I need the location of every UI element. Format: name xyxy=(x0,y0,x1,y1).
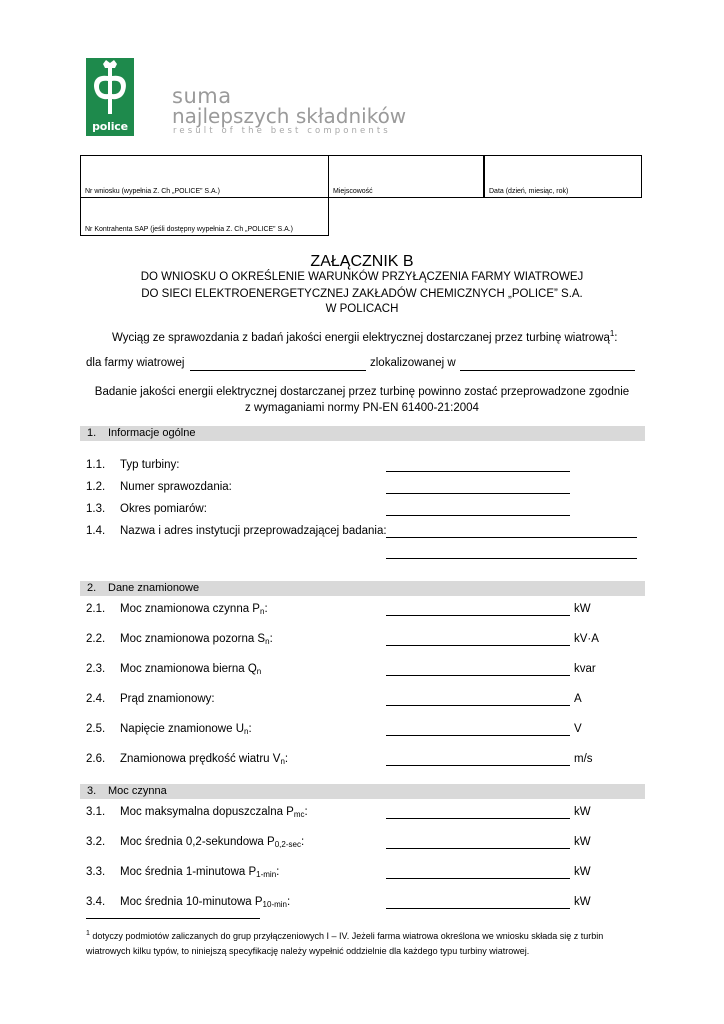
row-label-colon: : xyxy=(264,603,268,615)
row-label-subscript: 10-min xyxy=(262,900,287,909)
section-2-number: 2. xyxy=(87,582,97,594)
row-label-colon: : xyxy=(284,753,289,765)
row-label xyxy=(120,603,268,616)
value-input[interactable] xyxy=(386,645,570,646)
date-field[interactable] xyxy=(484,155,642,198)
unit-label: V xyxy=(574,723,582,735)
row-label xyxy=(120,806,308,819)
row-number: 1.2. xyxy=(86,481,106,493)
annex-subtitle-3: W POLICACH xyxy=(325,303,399,315)
contractor-number-field[interactable] xyxy=(80,197,329,236)
row-number: 1.3. xyxy=(86,503,106,515)
contractor-number-label: Nr Kontrahenta SAP (jeśli dostępny wypełnia Z. Ch „POLICE” S.A.) xyxy=(85,226,294,233)
row-label-text: Moc średnia 1-minutowa P xyxy=(120,866,257,878)
value-input[interactable] xyxy=(386,878,570,879)
row-label-subscript: n xyxy=(259,607,265,616)
row-label-text: Moc średnia 0,2-sekundowa P xyxy=(120,836,275,848)
annex-subtitle-2: DO SIECI ELEKTROENERGETYCZNEJ ZAKŁADÓW CHEMICZNYCH „POLICE” S.A. xyxy=(141,288,583,300)
section-3-number: 3. xyxy=(87,785,97,797)
row-label-subscript: n xyxy=(244,727,249,736)
requirement-line-1: Badanie jakości energii elektrycznej dostarczanej przez turbinę powinno zostać przeprowadzone zgodnie xyxy=(94,386,630,398)
section-2-title: Dane znamionowe xyxy=(108,582,200,594)
footnote xyxy=(86,926,646,959)
row-label: Typ turbiny: xyxy=(120,459,180,471)
unit-label: kW xyxy=(574,896,591,908)
logo-wordmark: police xyxy=(92,120,128,133)
footnote-ref: 1 xyxy=(609,329,615,338)
row-label xyxy=(120,663,261,676)
turbine-type-input[interactable] xyxy=(386,471,570,472)
row-label-colon: : xyxy=(276,866,280,878)
row-number: 2.6. xyxy=(86,753,106,765)
brand-tagline-3: result of the best components xyxy=(173,126,391,136)
date-label: Data (dzień, miesiąc, rok) xyxy=(489,188,569,195)
value-input[interactable] xyxy=(386,818,570,819)
row-label: Okres pomiarów: xyxy=(120,503,207,515)
farm-prefix: dla farmy wiatrowej xyxy=(86,357,185,369)
row-number: 2.1. xyxy=(86,603,106,615)
row-label xyxy=(120,896,290,909)
brand-tagline-2: najlepszych składników xyxy=(172,104,407,128)
row-label-text: Moc maksymalna dopuszczalna P xyxy=(120,806,294,818)
row-number: 3.4. xyxy=(86,896,106,908)
unit-label: kW xyxy=(574,866,591,878)
row-label-subscript: n xyxy=(265,637,270,646)
place-label: Miejscowość xyxy=(333,188,373,195)
extract-colon: : xyxy=(614,331,618,344)
section-1-title: Informacje ogólne xyxy=(108,427,196,439)
row-label-colon: : xyxy=(248,723,252,735)
row-number: 2.4. xyxy=(86,693,106,705)
unit-label: kW xyxy=(574,603,591,615)
farm-line-text xyxy=(86,357,184,369)
row-number: 3.2. xyxy=(86,836,106,848)
annex-subtitle-1: DO WNIOSKU O OKREŚLENIE WARUNKÓW PRZYŁĄCZENIA FARMY WIATROWEJ xyxy=(140,271,584,283)
value-input[interactable] xyxy=(386,908,570,909)
unit-label: A xyxy=(574,693,582,705)
unit-label: m/s xyxy=(574,753,593,765)
farm-location-input[interactable] xyxy=(460,370,635,371)
brand-tagline-1: suma xyxy=(172,84,232,108)
institution-input-2[interactable] xyxy=(386,558,637,559)
request-number-label: Nr wniosku (wypełnia Z. Ch „POLICE” S.A.) xyxy=(85,188,220,195)
extract-text: Wyciąg ze sprawozdania z badań jakości energii elektrycznej dostarczanej przez turbinę wiatrową xyxy=(112,331,610,344)
row-label: Numer sprawozdania: xyxy=(120,481,232,493)
section-3-title: Moc czynna xyxy=(108,785,167,797)
institution-input-1[interactable] xyxy=(386,537,637,538)
farm-middle: zlokalizowanej w xyxy=(370,357,456,369)
section-1-header xyxy=(80,426,645,441)
measurement-period-input[interactable] xyxy=(386,515,570,516)
row-label xyxy=(120,836,304,849)
row-label-text: Moc średnia 10-minutowa P xyxy=(120,896,263,908)
value-input[interactable] xyxy=(386,765,570,766)
farm-name-input[interactable] xyxy=(190,370,366,371)
row-label-text: Moc znamionowa czynna P xyxy=(120,603,260,615)
unit-label: kW xyxy=(574,836,591,848)
row-label-subscript: 1-min xyxy=(256,870,277,879)
row-label-colon: : xyxy=(269,633,273,645)
extract-heading xyxy=(112,329,618,344)
row-number: 1.1. xyxy=(86,459,106,471)
row-label xyxy=(120,633,273,646)
row-label-subscript: mc xyxy=(293,810,305,819)
annex-title: ZAŁĄCZNIK B xyxy=(310,253,414,270)
section-2-header xyxy=(80,581,645,596)
row-label xyxy=(120,753,288,766)
company-logo xyxy=(86,58,134,136)
unit-label: kV·A xyxy=(574,633,599,645)
unit-label: kW xyxy=(574,806,591,818)
row-number: 3.3. xyxy=(86,866,106,878)
footnote-text: dotyczy podmiotów zaliczanych do grup przyłączeniowych I – IV. Jeżeli farma wiatrowa określona we wniosku składa się z turbin wiatrowych kilku typów, to niniejszą specyfikację należy wypełnić oddzielnie dla każdego typu turbiny wiatrowej. xyxy=(86,931,604,956)
row-label-text: Moc znamionowa pozorna S xyxy=(120,633,266,645)
value-input[interactable] xyxy=(386,615,570,616)
section-1-number: 1. xyxy=(87,427,97,439)
row-number: 2.3. xyxy=(86,663,106,675)
row-number: 2.5. xyxy=(86,723,106,735)
row-label-subscript: n xyxy=(280,757,285,766)
row-label xyxy=(120,866,279,879)
place-field[interactable] xyxy=(328,155,484,198)
row-label-text: Prąd znamionowy: xyxy=(120,693,215,705)
row-label-text: Znamionowa prędkość wiatru V xyxy=(120,753,281,765)
row-label-text: Napięcie znamionowe U xyxy=(120,723,245,735)
row-label xyxy=(120,723,252,736)
requirement-line-2: z wymaganiami normy PN-EN 61400-21:2004 xyxy=(245,402,479,414)
row-label-subscript: n xyxy=(256,667,262,676)
farm-location-text xyxy=(370,357,456,369)
row-label-subscript: 0,2-sec xyxy=(274,840,301,849)
value-input[interactable] xyxy=(386,735,570,736)
report-number-input[interactable] xyxy=(386,493,570,494)
unit-label: kvar xyxy=(574,663,596,675)
row-label-colon: : xyxy=(287,896,291,908)
row-label-text: Moc znamionowa bierna Q xyxy=(120,663,257,675)
value-input[interactable] xyxy=(386,848,570,849)
police-emblem-icon xyxy=(86,58,134,120)
request-number-field[interactable] xyxy=(80,155,329,198)
value-input[interactable] xyxy=(386,675,570,676)
footnote-number: 1 xyxy=(86,930,90,937)
row-label: Nazwa i adres instytucji przeprowadzającej badania: xyxy=(120,525,387,537)
row-number: 2.2. xyxy=(86,633,106,645)
row-number: 3.1. xyxy=(86,806,106,818)
section-3-header xyxy=(80,784,645,799)
footnote-rule xyxy=(86,918,260,919)
row-number: 1.4. xyxy=(86,525,106,537)
row-label-colon: : xyxy=(300,836,305,848)
row-label-colon: : xyxy=(304,806,308,818)
row-label xyxy=(120,693,215,705)
value-input[interactable] xyxy=(386,705,570,706)
